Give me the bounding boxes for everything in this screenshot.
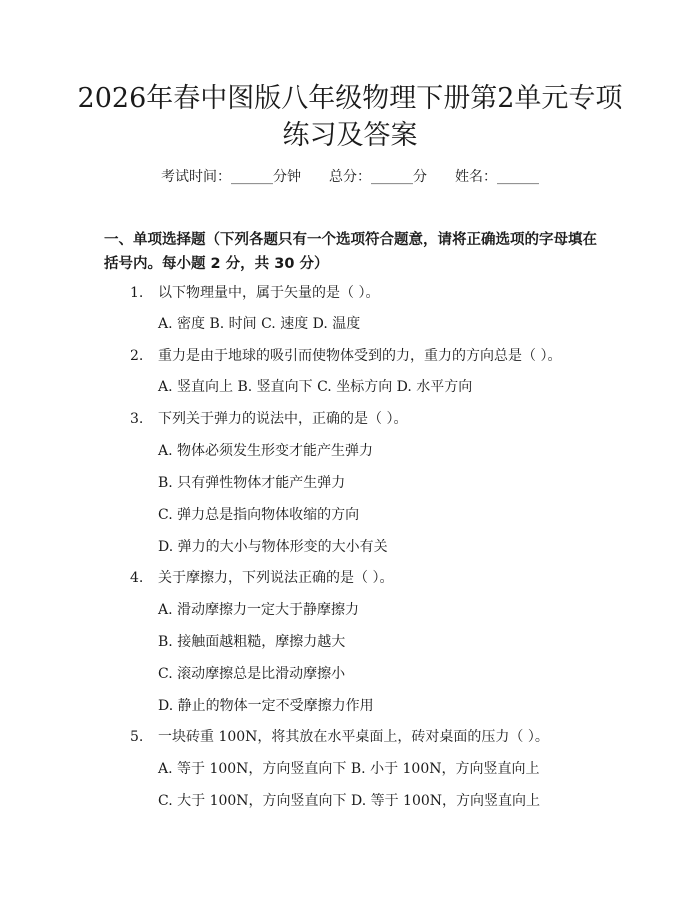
question-stem: 重力是由于地球的吸引而使物体受到的力，重力的方向总是（ ）。	[158, 348, 562, 364]
question-number: 3.	[130, 411, 144, 427]
question-number: 1.	[130, 285, 144, 301]
question-5-options-cd: C. 大于 100N，方向竖直向下 D. 等于 100N，方向竖直向上	[158, 793, 541, 809]
document-title: 2026年春中图版八年级物理下册第2单元专项练习及答案	[77, 83, 623, 151]
question-3-option-c: C. 弹力总是指向物体收缩的方向	[158, 507, 360, 523]
section-heading: 一、单项选择题（下列各题只有一个选项符合题意，请将正确选项的字母填在括号内。每小题 2 分，共 30 分）	[104, 232, 597, 272]
question-4-option-b: B. 接触面越粗糙，摩擦力越大	[158, 634, 346, 650]
question-stem: 关于摩擦力，下列说法正确的是（ ）。	[158, 570, 394, 586]
question-3	[130, 409, 407, 429]
question-2-options: A. 竖直向上 B. 竖直向下 C. 坐标方向 D. 水平方向	[158, 379, 473, 395]
total-score: 总分：______分	[329, 169, 427, 185]
question-3-option-a: A. 物体必须发生形变才能产生弹力	[158, 443, 374, 459]
question-4	[130, 568, 393, 588]
exam-meta	[0, 167, 700, 187]
question-4-option-d: D. 静止的物体一定不受摩擦力作用	[158, 698, 374, 714]
exam-time: 考试时间：______分钟	[161, 169, 301, 185]
question-3-option-b: B. 只有弹性物体才能产生弹力	[158, 475, 346, 491]
question-2	[130, 346, 561, 366]
student-name: 姓名：______	[455, 169, 539, 185]
question-number: 2.	[130, 348, 144, 364]
question-stem: 一块砖重 100N，将其放在水平桌面上，砖对桌面的压力（ ）。	[158, 729, 549, 745]
question-4-option-c: C. 滚动摩擦总是比滑动摩擦小	[158, 666, 346, 682]
question-5	[130, 727, 549, 747]
question-stem: 以下物理量中，属于矢量的是（ ）。	[158, 285, 380, 301]
question-1	[130, 283, 379, 303]
question-1-options: A. 密度 B. 时间 C. 速度 D. 温度	[158, 316, 361, 332]
question-stem: 下列关于弹力的说法中，正确的是（ ）。	[158, 411, 408, 427]
question-number: 4.	[130, 570, 144, 586]
question-4-option-a: A. 滑动摩擦力一定大于静摩擦力	[158, 602, 360, 618]
question-5-options-ab: A. 等于 100N，方向竖直向下 B. 小于 100N，方向竖直向上	[158, 761, 540, 777]
question-number: 5.	[130, 729, 144, 745]
question-3-option-d: D. 弹力的大小与物体形变的大小有关	[158, 539, 388, 555]
